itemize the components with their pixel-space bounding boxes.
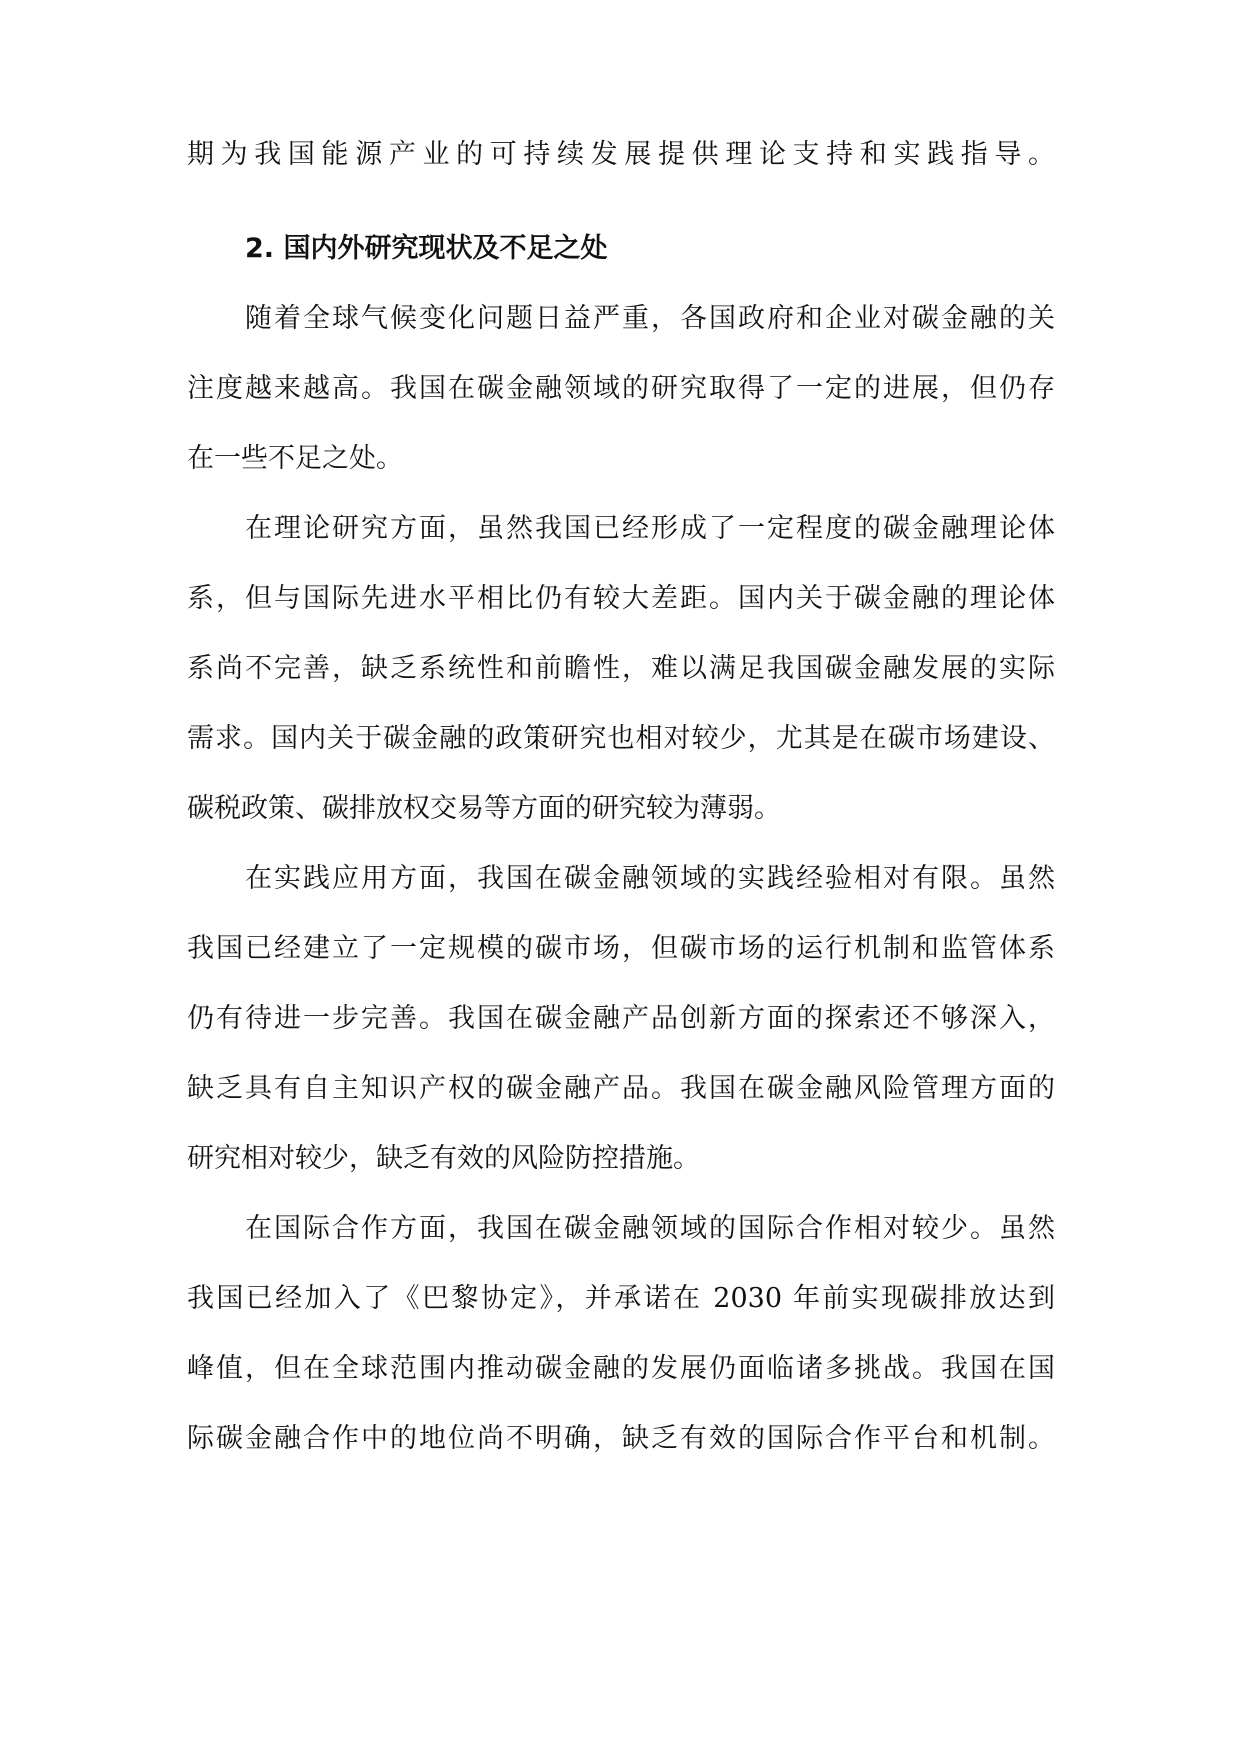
paragraph-line: 在实践应用方面，我国在碳金融领域的实践经验相对有限。虽然 [245, 863, 1055, 894]
paragraph-line: 需求。国内关于碳金融的政策研究也相对较少，尤其是在碳市场建设、 [187, 723, 1055, 754]
paragraph-3 [187, 862, 1055, 1176]
paragraph-line: 仍有待进一步完善。我国在碳金融产品创新方面的探索还不够深入， [187, 1003, 1055, 1034]
document-body [187, 138, 1055, 1456]
paragraph-1 [187, 302, 1055, 476]
paragraph-line: 在理论研究方面，虽然我国已经形成了一定程度的碳金融理论体 [245, 513, 1055, 544]
paragraph-line: 峰值，但在全球范围内推动碳金融的发展仍面临诸多挑战。我国在国 [187, 1353, 1055, 1384]
paragraph-line: 我国已经建立了一定规模的碳市场，但碳市场的运行机制和监管体系 [187, 933, 1055, 964]
paragraph-line: 缺乏具有自主知识产权的碳金融产品。我国在碳金融风险管理方面的 [187, 1073, 1055, 1104]
paragraph-line: 我国已经加入了《巴黎协定》，并承诺在 2030 年前实现碳排放达到 [187, 1283, 1055, 1314]
paragraph-line: 碳税政策、碳排放权交易等方面的研究较为薄弱。 [187, 793, 781, 824]
section-heading: 2. 国内外研究现状及不足之处 [245, 233, 608, 264]
paragraph-2 [187, 512, 1055, 826]
paragraph-line: 注度越来越高。我国在碳金融领域的研究取得了一定的进展，但仍存 [187, 373, 1055, 404]
paragraph-line: 际碳金融合作中的地位尚不明确，缺乏有效的国际合作平台和机制。 [187, 1423, 1055, 1454]
paragraph-line: 研究相对较少，缺乏有效的风险防控措施。 [187, 1143, 700, 1174]
paragraph-line: 在国际合作方面，我国在碳金融领域的国际合作相对较少。虽然 [245, 1213, 1055, 1244]
paragraph-line: 系，但与国际先进水平相比仍有较大差距。国内关于碳金融的理论体 [187, 583, 1055, 614]
intro-line: 期为我国能源产业的可持续发展提供理论支持和实践指导。 [187, 139, 1055, 170]
paragraph-line: 系尚不完善，缺乏系统性和前瞻性，难以满足我国碳金融发展的实际 [187, 653, 1055, 684]
paragraph-line: 在一些不足之处。 [187, 443, 403, 474]
paragraph-4 [187, 1212, 1055, 1456]
paragraph-line: 随着全球气候变化问题日益严重，各国政府和企业对碳金融的关 [245, 303, 1055, 334]
